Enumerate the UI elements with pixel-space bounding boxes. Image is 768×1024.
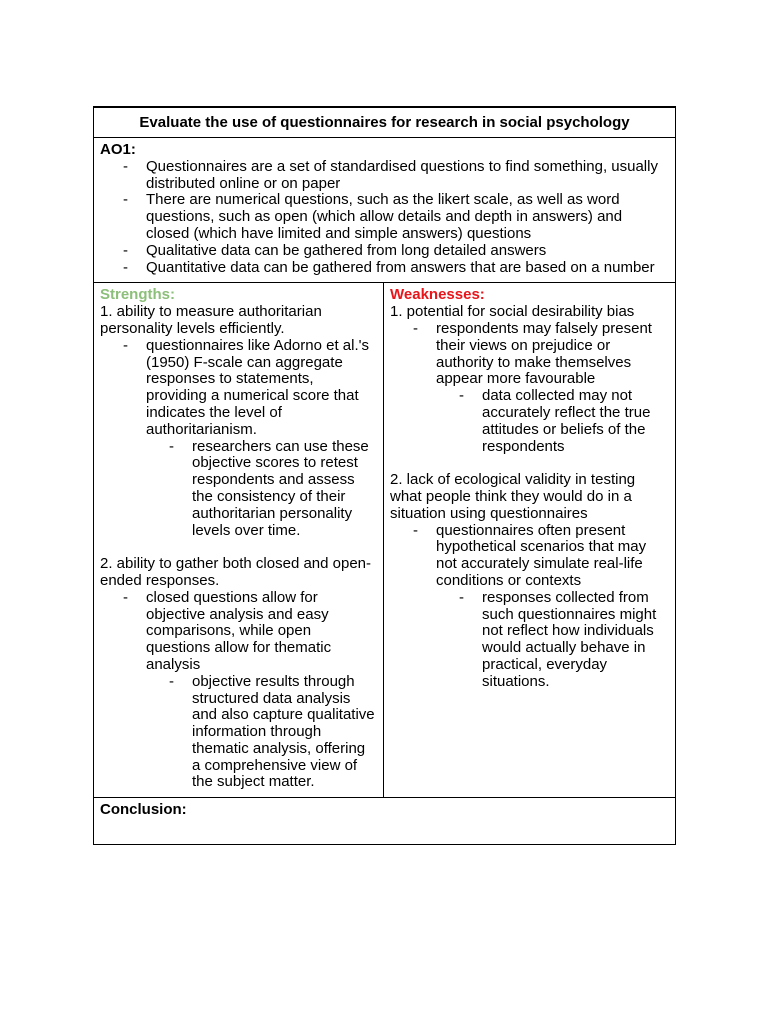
conclusion-cell <box>94 798 676 845</box>
strength-1-subsublist <box>146 439 377 540</box>
strength-1-sublist <box>100 338 377 540</box>
ao1-list <box>100 159 669 277</box>
list-item: - questionnaires often present hypothetical scenarios that may not accurately simulate real-life conditions or contexts - responses collected from such questionnaires might not reflect how individuals would actually behave in practical, everyday situations. <box>390 523 669 691</box>
list-item: - There are numerical questions, such as the likert scale, as well as word questions, such as open (which allow details and depth in answers) and closed (which have limited and simple answers) questions <box>100 192 669 242</box>
list-item: - respondents may falsely present their views on prejudice or authority to make themselves appear more favourable - data collected may not accurately reflect the true attitudes or beliefs of the respondents <box>390 321 669 455</box>
list-item: - closed questions allow for objective analysis and easy comparisons, while open questions allow for thematic analysis - objective results through structured data analysis and also capture qualitative information through thematic analysis, offering a comprehensive view of the subject matter. <box>100 590 377 792</box>
weakness-point-2: 2. lack of ecological validity in testing what people think they would do in a situation using questionnaires <box>390 471 636 522</box>
strength-point-1: 1. ability to measure authoritarian personality levels efficiently. <box>100 303 322 337</box>
list-item: - data collected may not accurately reflect the true attitudes or beliefs of the respondents <box>436 388 669 455</box>
list-item: - objective results through structured data analysis and also capture qualitative information through thematic analysis, offering a comprehensive view of the subject matter. <box>146 674 377 792</box>
strengths-cell <box>94 283 384 798</box>
list-item: - responses collected from such questionnaires might not reflect how individuals would actually behave in practical, everyday situations. <box>436 590 669 691</box>
weakness-1-sublist <box>390 321 669 455</box>
weaknesses-heading: Weaknesses: <box>390 286 485 304</box>
weaknesses-cell <box>384 283 676 798</box>
list-item: - Questionnaires are a set of standardised questions to find something, usually distributed online or on paper <box>100 159 669 193</box>
page-title: Evaluate the use of questionnaires for research in social psychology <box>139 114 630 131</box>
strength-2-sublist <box>100 590 377 792</box>
list-item: - Quantitative data can be gathered from answers that are based on a number <box>100 260 669 277</box>
weakness-2-sublist <box>390 523 669 691</box>
list-item: - questionnaires like Adorno et al.'s (1950) F-scale can aggregate responses to statements, providing a numerical score that indicates the level of authoritarianism. - researchers can use these objective scores to retest respondents and assess the consistency of their authoritarian personality levels over time. <box>100 338 377 540</box>
ao1-cell <box>94 138 676 283</box>
conclusion-heading: Conclusion: <box>100 801 187 819</box>
weakness-1-subsublist <box>436 388 669 455</box>
strength-2-subsublist <box>146 674 377 792</box>
strengths-heading: Strengths: <box>100 286 175 304</box>
strength-point-2: 2. ability to gather both closed and open-ended responses. <box>100 555 372 589</box>
title-cell <box>94 107 676 138</box>
list-item: - researchers can use these objective scores to retest respondents and assess the consistency of their authoritarian personality levels over time. <box>146 439 377 540</box>
weakness-2-subsublist <box>436 590 669 691</box>
list-item: - Qualitative data can be gathered from long detailed answers <box>100 243 669 260</box>
essay-plan-table <box>93 106 676 845</box>
ao1-heading: AO1: <box>100 141 136 158</box>
weakness-point-1: 1. potential for social desirability bias <box>390 303 635 321</box>
